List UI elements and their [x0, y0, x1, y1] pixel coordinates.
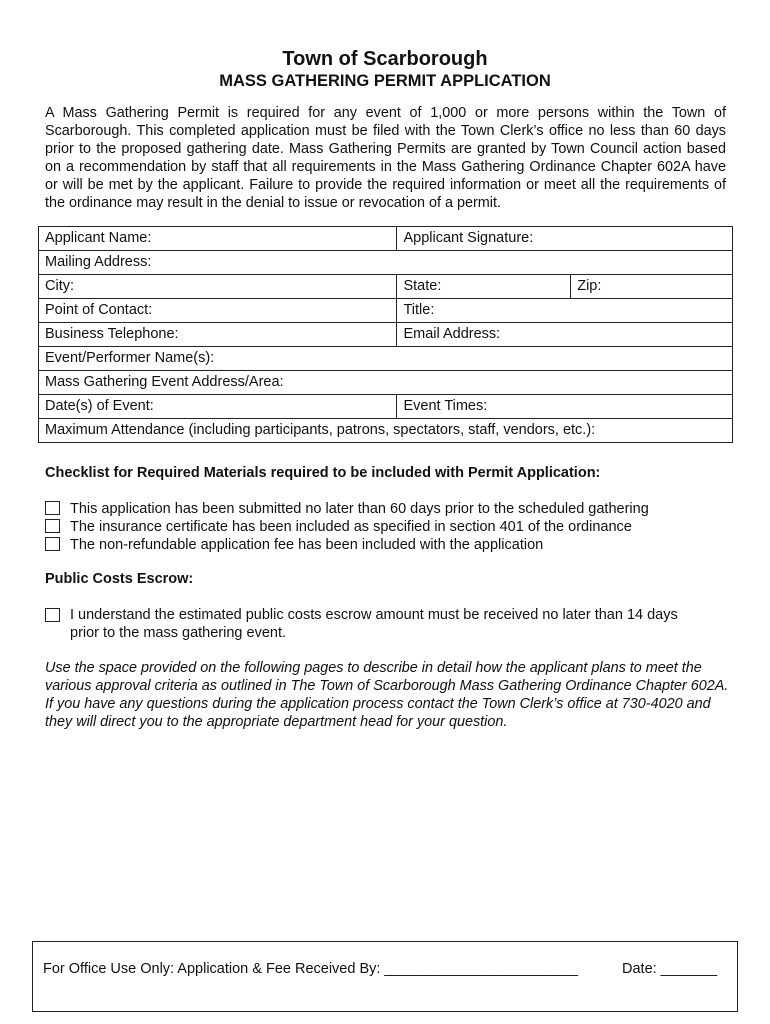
checkbox[interactable]: [45, 537, 60, 551]
checklist: [45, 500, 735, 554]
checklist-heading: Checklist for Required Materials required to be included with Permit Application:: [45, 465, 601, 481]
escrow-acknowledgement: [45, 606, 735, 642]
applicant-name-field[interactable]: Applicant Name:: [39, 227, 397, 251]
checklist-item: [45, 500, 735, 518]
point-of-contact-field[interactable]: Point of Contact:: [39, 299, 397, 323]
performer-names-field[interactable]: Event/Performer Name(s):: [39, 347, 733, 371]
escrow-heading: Public Costs Escrow:: [45, 571, 194, 587]
page-title: Town of Scarborough: [282, 48, 488, 70]
office-received-by-field[interactable]: For Office Use Only: Application & Fee Received By: ________________________: [43, 961, 578, 977]
page-subtitle: MASS GATHERING PERMIT APPLICATION: [219, 72, 551, 90]
city-field[interactable]: City:: [39, 275, 397, 299]
checklist-item-label: The insurance certificate has been included as specified in section 401 of the ordinance: [70, 519, 632, 535]
form-row: [39, 419, 733, 443]
checklist-item: [45, 518, 735, 536]
checkbox[interactable]: [45, 608, 60, 622]
form-row: [39, 395, 733, 419]
form-row: [39, 299, 733, 323]
mailing-address-field[interactable]: Mailing Address:: [39, 251, 733, 275]
office-date-field[interactable]: Date: _______: [622, 961, 718, 977]
checkbox[interactable]: [45, 519, 60, 533]
instructions-note: Use the space provided on the following pages to describe in detail how the applicant plans to meet the various approval criteria as outlined in The Town of Scarborough Mass Gathering Ordinance Chapter 602A. If you have any questions during the application process contact the Town Clerk’s office at 730-4020 and they will direct you to the appropriate department head for your question.: [45, 660, 729, 730]
checklist-item-label: The non-refundable application fee has been included with the application: [70, 537, 544, 553]
checkbox[interactable]: [45, 501, 60, 515]
applicant-signature-field[interactable]: Applicant Signature:: [397, 227, 733, 251]
escrow-line: prior to the mass gathering event.: [70, 625, 287, 641]
title-field[interactable]: Title:: [397, 299, 733, 323]
office-use-box: [32, 941, 738, 1012]
escrow-line: I understand the estimated public costs escrow amount must be received no later than 14 days: [70, 607, 678, 623]
form-row: [39, 371, 733, 395]
form-row: [39, 347, 733, 371]
event-address-field[interactable]: Mass Gathering Event Address/Area:: [39, 371, 733, 395]
escrow-text: [70, 606, 678, 642]
form-row: [39, 251, 733, 275]
state-field[interactable]: State:: [397, 275, 571, 299]
email-address-field[interactable]: Email Address:: [397, 323, 733, 347]
event-times-field[interactable]: Event Times:: [397, 395, 733, 419]
intro-paragraph: A Mass Gathering Permit is required for any event of 1,000 or more persons within the Town of Scarborough. This completed application must be filed with the Town Clerk’s office no less than 60 days prior to the proposed gathering date. Mass Gathering Permits are granted by Town Council action based on a recommendation by staff that all requirements in the Mass Gathering Ordinance Chapter 602A have or will be met by the applicant. Failure to provide the required information or meet all the requirements of the ordinance may result in the denial to issue or revocation of a permit.: [45, 105, 726, 211]
form-row: [39, 275, 733, 299]
event-dates-field[interactable]: Date(s) of Event:: [39, 395, 397, 419]
max-attendance-field[interactable]: Maximum Attendance (including participants, patrons, spectators, staff, vendors, etc.):: [39, 419, 733, 443]
application-form: [38, 226, 733, 443]
checklist-item: [45, 536, 735, 554]
business-telephone-field[interactable]: Business Telephone:: [39, 323, 397, 347]
zip-field[interactable]: Zip:: [571, 275, 733, 299]
form-row: [39, 323, 733, 347]
checklist-item-label: This application has been submitted no later than 60 days prior to the scheduled gathering: [70, 501, 649, 517]
form-row: [39, 227, 733, 251]
